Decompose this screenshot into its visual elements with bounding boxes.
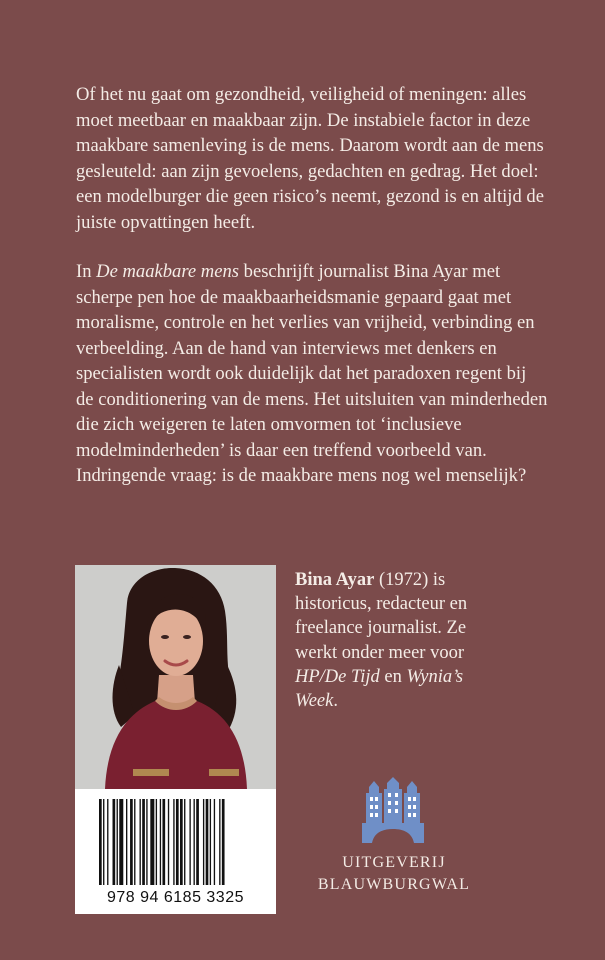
bio-text-1: (1972) is historicus, redacteur en freelance journalist. Ze werkt onder meer voor — [295, 570, 468, 663]
barcode-bar — [160, 799, 161, 885]
barcode-bar — [180, 799, 183, 885]
publisher-logo-icon — [362, 777, 424, 843]
barcode-bars — [75, 789, 276, 889]
blurb-p2-body: beschrijft journalist Bina Ayar met scherpe pen hoe de maakbaarheidsmanie gepaard gaat met moralisme, controle en het verlies van vrijheid, verbinding en verbeelding. Aan de hand van interviews met denkers en specialisten wordt ook duidelijk dat het paradoxen regent bij de conditionering van de mens. Het uitsluiten van minderheden die zich weigeren te laten omvormen tot ‘inclusieve modelminderheden’ is daar een treffend voorbeeld van. Indringende vraag: is de maakbare mens nog wel menselijk? — [76, 261, 548, 486]
barcode — [75, 789, 276, 914]
back-cover-blurb — [76, 82, 548, 513]
barcode-bar — [222, 799, 225, 885]
author-name: Bina Ayar — [295, 570, 375, 590]
barcode-bar — [176, 799, 179, 885]
author-photo — [75, 565, 276, 789]
barcode-bar — [203, 799, 204, 885]
barcode-bar — [206, 799, 209, 885]
barcode-bar — [130, 799, 133, 885]
barcode-bar — [150, 799, 154, 885]
barcode-bar — [142, 799, 145, 885]
isbn-number: 978 94 6185 3325 — [106, 889, 244, 906]
barcode-bar — [168, 799, 169, 885]
blurb-p2-prefix: In — [76, 261, 97, 282]
publication-1: HP/De Tijd — [295, 666, 380, 687]
barcode-bar — [119, 799, 123, 885]
publisher-name — [296, 852, 492, 896]
bio-text-3: . — [333, 691, 338, 712]
barcode-bar — [117, 799, 118, 885]
barcode-bar — [146, 799, 147, 885]
barcode-bar — [113, 799, 116, 885]
blurb-paragraph-2 — [76, 259, 548, 489]
book-title: De maakbare mens — [96, 261, 239, 282]
publication-2: Wynia’s Week — [295, 666, 464, 712]
barcode-bar — [99, 799, 102, 885]
barcode-bar — [134, 799, 135, 885]
barcode-bar — [173, 799, 174, 885]
barcode-bar — [196, 799, 199, 885]
barcode-bar — [156, 799, 157, 885]
publisher-line-1: UITGEVERIJ — [342, 854, 446, 871]
barcode-bar — [189, 799, 190, 885]
barcode-bar — [184, 799, 185, 885]
publisher-line-2: BLAUWBURGWAL — [317, 876, 471, 893]
barcode-bar — [126, 799, 127, 885]
barcode-bar — [219, 799, 220, 885]
barcode-bar — [214, 799, 215, 885]
barcode-bar — [103, 799, 104, 885]
barcode-bar — [140, 799, 141, 885]
barcode-bar — [162, 799, 165, 885]
bio-text-2: en — [379, 666, 407, 687]
barcode-bar — [107, 799, 108, 885]
author-bio — [295, 568, 490, 713]
barcode-bar — [194, 799, 195, 885]
blurb-paragraph-1: Of het nu gaat om gezondheid, veiligheid of meningen: alles moet meetbaar en maakbaar zijn. De instabiele factor in deze maakbare samenleving is de mens. Daarom wordt aan de mens gesleuteld: aan zijn gevoelens, gedachten en gedrag. Het doel: een modelburger die geen risico’s neemt, gezond is en altijd de juiste opvattingen heeft. — [76, 84, 544, 233]
barcode-bar — [210, 799, 211, 885]
